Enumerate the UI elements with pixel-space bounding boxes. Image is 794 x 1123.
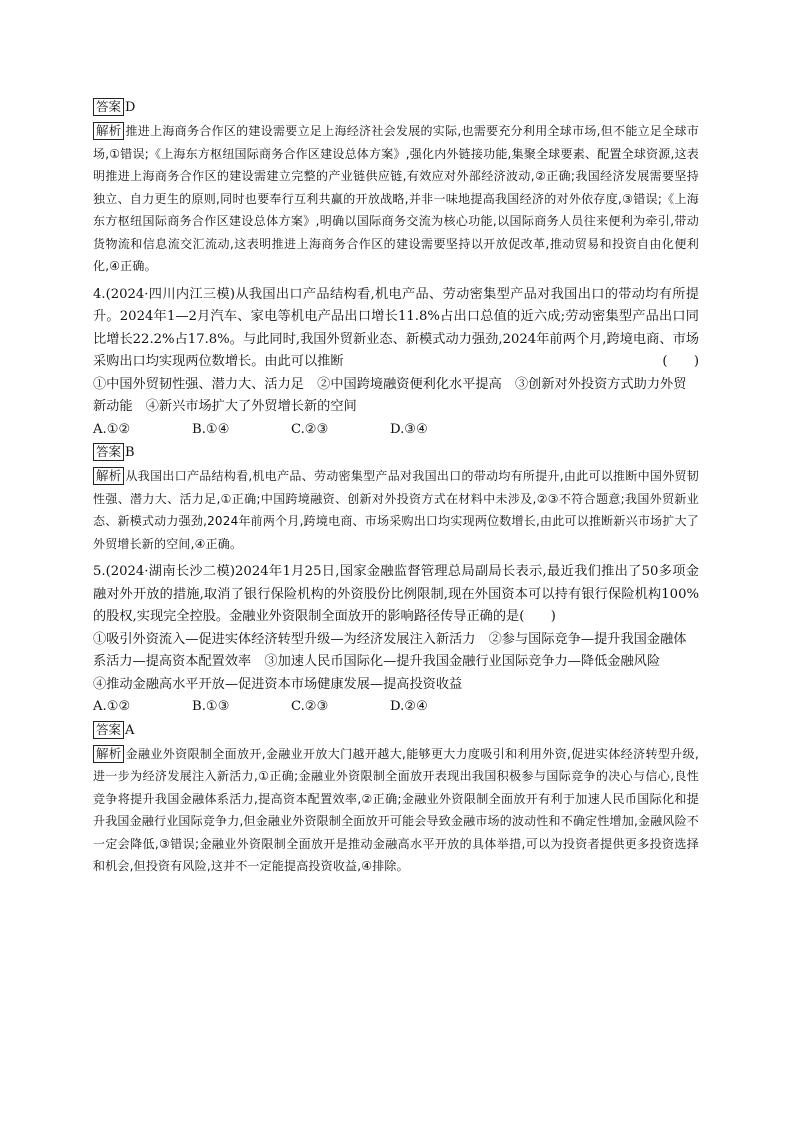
choice-a: A.①② [93,699,131,714]
explanation-text: 推进上海商务合作区的建设需要立足上海经济社会发展的实际,也需要充分利用全球市场,但不能立足全球市场,①错误;《上海东方枢纽国际商务合作区建设总体方案》,强化内外链接功能,集聚全球要素、配置全球资源,这表明推进上海商务合作区的建设需建立完整的产业链供应链,有效应对外部经济波动,②正确;我国经济发展需要坚持独立、自力更生的原则,同时也要奉行互利共赢的开放战略,并非一味地提高我国经济的对外依存度,③错误;《上海东方枢纽国际商务合作区建设总体方案》,明确以国际商务交流为核心功能,以国际商务人员往来便利为牵引,带动货物流和信息流交汇流动,这表明推进上海商务合作区的建设需要坚持以开放促改革,推动贸易和投资自由化便利化,④正确。 [93,124,699,273]
explanation-text: 从我国出口产品结构看,机电产品、劳动密集型产品对我国出口的带动均有所提升,由此可以推断中国外贸韧性强、潜力大、活力足,①正确;中国跨境融资、创新对外投资方式在材料中未涉及,②③不符合题意;我国外贸新业态、新模式动力强劲,2024年前两个月,跨境电商、市场采购出口均实现两位数增长,由此可以推断新兴市场扩大了外贸增长新的空间,④正确。 [93,469,699,551]
answer-row-q3 [93,98,699,118]
explanation-q5 [93,743,699,878]
choice-d: D.③④ [390,421,428,437]
choice-a: A.①② [93,421,131,437]
answer-tag: 答案 [93,98,124,116]
choice-b: B.①④ [192,421,230,437]
answer-blank: ( ) [662,354,699,369]
answer-value: B [125,445,135,460]
answer-tag: 答案 [93,443,124,461]
answer-tag: 答案 [93,721,124,739]
choice-c: C.②③ [291,421,329,437]
explanation-text: 金融业外资限制全面放开,金融业开放大门越开越大,能够更大力度吸引和利用外资,促进实体经济转型升级,进一步为经济发展注入新活力,①正确;金融业外资限制全面放开表现出我国积极参与国际竞争的决心与信心,良性竞争将提升我国金融体系活力,提高资本配置效率,②正确;金融业外资限制全面放开有利于加速人民币国际化和提升我国金融行业国际竞争力,但金融业外资限制全面放开可能会导致金融市场的波动性和不确定性增加,金融风险不一定会降低,③错误;金融业外资限制全面放开是推动金融高水平开放的具体举措,可以为投资者提供更多投资选择和机会,但投资有风险,这并不一定能提高投资收益,④排除。 [93,746,699,873]
question-4-stem [93,284,699,374]
document-page [93,98,699,878]
explanation-tag: 解析 [93,745,124,763]
explanation-tag: 解析 [93,122,124,140]
explanation-q4 [93,465,699,555]
answer-row-q4 [93,443,699,463]
question-4-options: ①中国外贸韧性强、潜力大、活力足 ②中国跨境融资便利化水平提高 ③创新对外投资方式助力外贸新动能 ④新兴市场扩大了外贸增长新的空间 [93,376,687,414]
question-5-options: ①吸引外资流入—促进实体经济转型升级—为经济发展注入新活力 ②参与国际竞争—提升我国金融体系活力—提高资本配置效率 ③加速人民币国际化—提升我国金融行业国际竞争力—降低金融风险 [93,631,687,669]
question-5-stem: 5.(2024·湖南长沙二模)2024年1月25日,国家金融监督管理总局副局长表示,最近我们推出了50多项金融对外开放的措施,取消了银行保险机构的外资股份比例限制,现在外国资本可以持有银行保险机构100%的股权,实现完全控股。金融业外资限制全面放开的影响路径传导正确的是( ) [93,564,699,624]
explanation-q3 [93,120,699,278]
answer-value: A [125,722,135,738]
choice-d: D.②④ [390,699,428,714]
question-4-choices [93,419,699,442]
question-5-option-4: ④推动金融高水平开放—促进资本市场健康发展—提高投资收益 [93,676,463,692]
explanation-tag: 解析 [93,467,124,485]
question-5-choices [93,696,699,719]
question-4-text: 4.(2024·四川内江三模)从我国出口产品结构看,机电产品、劳动密集型产品对我国出口的带动均有所提升。2024年1—2月汽车、家电等机电产品出口增长11.8%占出口总值的近六成;劳动密集型产品出口同比增长22.2%占17.8%。与此同时,我国外贸新业态、新模式动力强劲,2024年前两个月,跨境电商、市场采购出口均实现两位数增长。由此可以推断 [93,286,699,369]
choice-b: B.①③ [192,699,230,714]
choice-c: C.②③ [291,699,329,714]
answer-row-q5 [93,721,699,741]
answer-value: D [125,100,136,115]
